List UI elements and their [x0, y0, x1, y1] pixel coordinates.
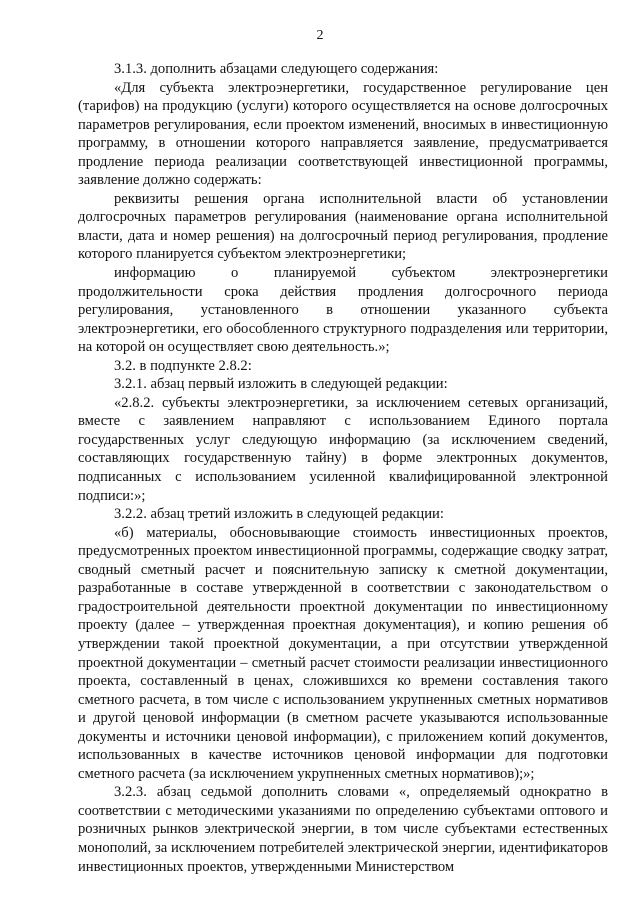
- paragraph-3-2-3-text: 3.2.3. абзац седьмой дополнить словами «, определяемый однократно в соответствии с методическими указаниями по определению субъектами оптового и розничных рынков электрической энергии, в том числе субъектами естественных монополий, за исключением потребителей электрической энергии, идентификаторов инвестиционных проектов, утвержденными Министерством: [78, 784, 608, 875]
- paragraph-3-2-1-heading: 3.2.1. абзац первый изложить в следующей редакции:: [114, 376, 448, 393]
- paragraph-extension-info: информацию о планируемой субъектом электроэнергетики продолжительности срока действия продления долгосрочного периода регулирования, установленного в отношении указанного субъекта электроэнергетики, его обособленного структурного подразделения или территории, на которой он осуществляет свою деятельность.»;: [78, 265, 608, 356]
- document-body: [78, 60, 608, 876]
- paragraph-3-2-heading: 3.2. в подпункте 2.8.2:: [114, 357, 252, 374]
- paragraph-2-8-2-text: «2.8.2. субъекты электроэнергетики, за исключением сетевых организаций, вместе с заявлением направляют с использованием Единого портала государственных услуг следующую информацию (за исключением сведений, составляющих государственную тайну) в форме электронных документов, подписанных с использованием усиленной квалифицированной электронной подписи:»;: [78, 394, 608, 504]
- paragraph-item-b-materials: «б) материалы, обосновывающие стоимость инвестиционных проектов, предусмотренных проектом инвестиционной программы, содержащие сводку затрат, сводный сметный расчет и пояснительную записку к сметной документации, разработанные в составе утвержденной в соответствии с законодательством о градостроительной деятельности проектной документации по инвестиционному проекту (далее – утвержденная проектная документация), и копию решения об утверждении такой проектной документации, а при отсутствии утвержденной проектной документации – сметный расчет стоимости реализации инвестиционного проекта, составленный в ценах, сложившихся ко времени составления такого сметного расчета, в том числе с использованием укрупненных сметных нормативов и другой ценовой информации (в сметном расчете указываются использованные документы и источники ценовой информации), с приложением копий документов, использованных в качестве источников ценовой информации для подготовки сметного расчета (за исключением укрупненных сметных нормативов);»;: [78, 524, 608, 782]
- paragraph-3-1-3-heading: 3.1.3. дополнить абзацами следующего содержания:: [114, 61, 439, 77]
- paragraph-subject-regulation: «Для субъекта электроэнергетики, государственное регулирование цен (тарифов) на продукцию (услуги) которого осуществляется на основе долгосрочных параметров регулирования, если проектом изменений, вносимых в инвестиционную программу, в отношении которого направляется заявление, предусматривается продление периода реализации соответствующей инвестиционной программы, заявление должно содержать:: [78, 79, 608, 189]
- paragraph-decision-details: реквизиты решения органа исполнительной власти об установлении долгосрочных параметров регулирования (наименование органа исполнительной власти, дата и номер решения) на долгосрочный период регулирования, продление которого планируется субъектом электроэнергетики;: [78, 190, 608, 263]
- paragraph-3-2-2-heading: 3.2.2. абзац третий изложить в следующей редакции:: [114, 506, 444, 523]
- page-number: 2: [316, 28, 324, 43]
